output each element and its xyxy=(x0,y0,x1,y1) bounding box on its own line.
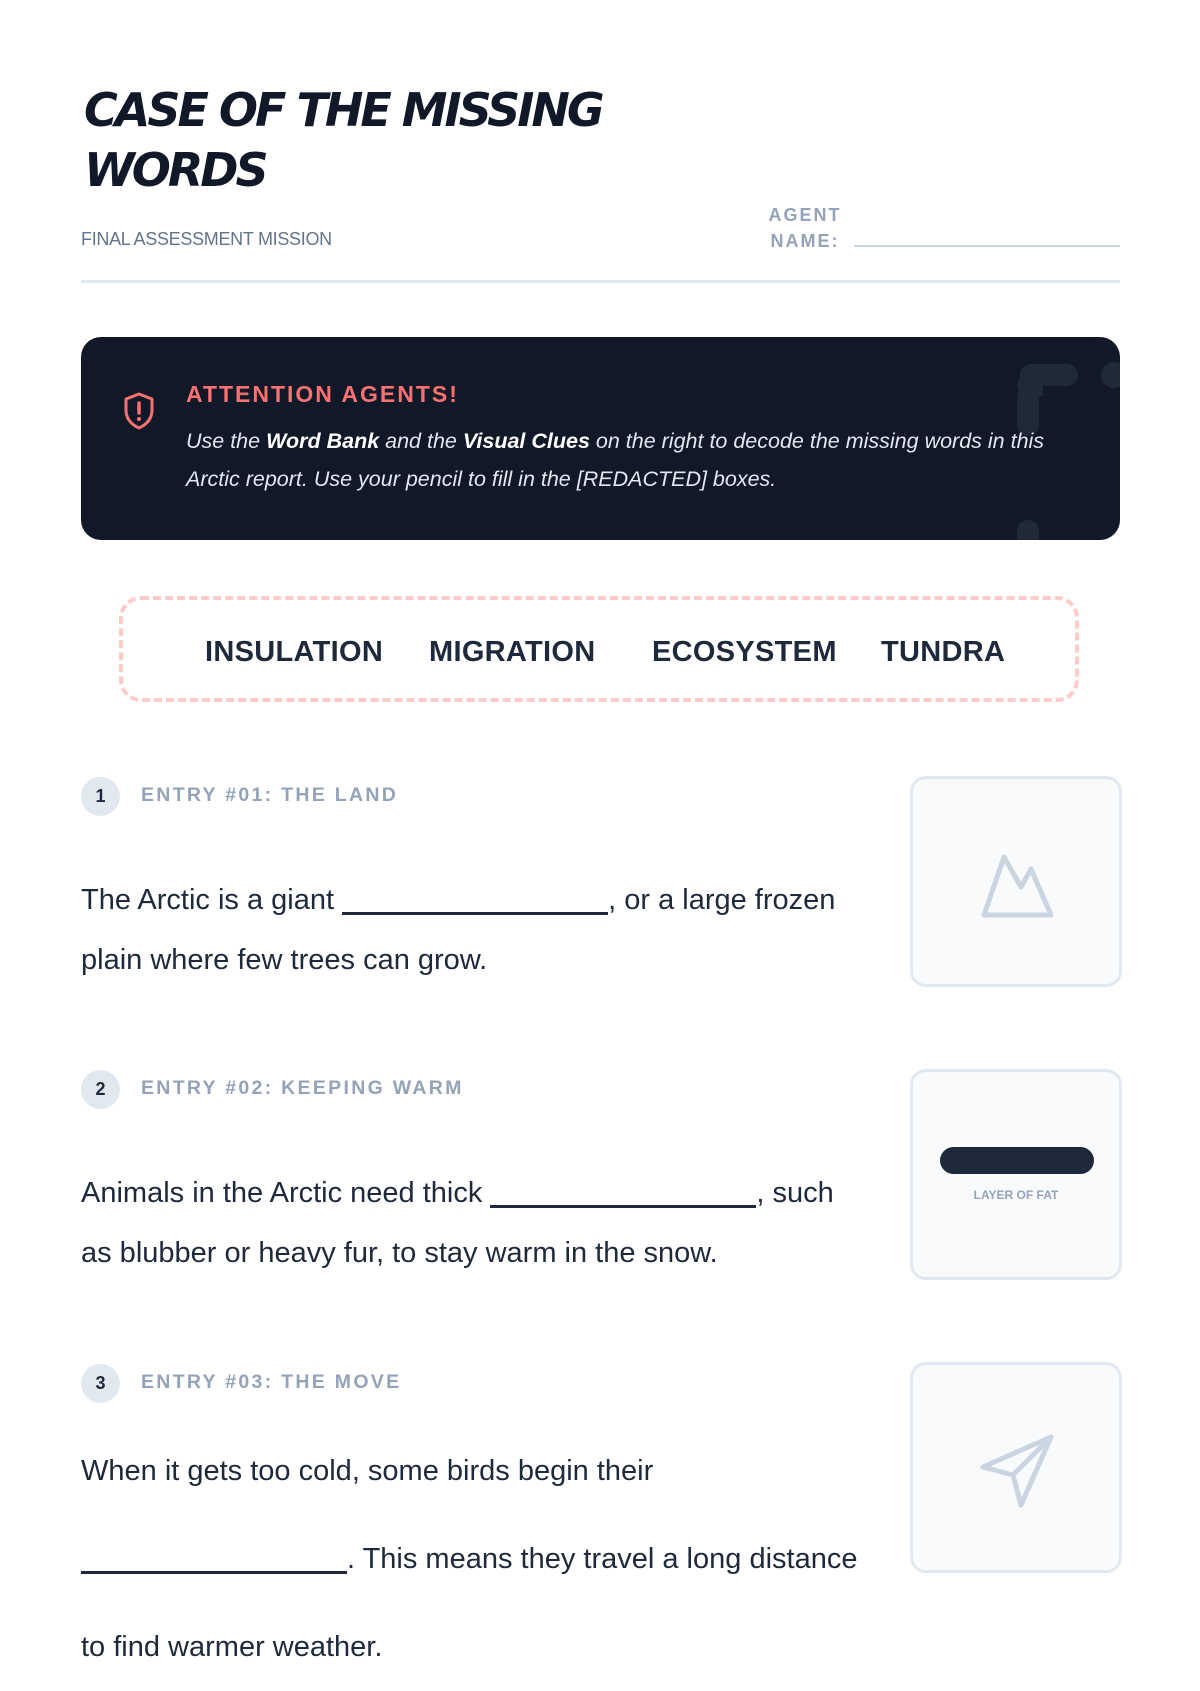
attention-alert xyxy=(81,337,1120,540)
entry-text xyxy=(81,870,871,990)
word-bank xyxy=(119,596,1079,702)
entry-number-badge: 1 xyxy=(81,777,120,816)
entry-number-badge: 3 xyxy=(81,1364,120,1403)
redacted-blank[interactable] xyxy=(81,1537,347,1574)
page-title: CASE OF THE MISSING WORDS xyxy=(84,83,602,197)
mission-subtitle: FINAL ASSESSMENT MISSION xyxy=(81,229,332,249)
alert-text-part: Use the xyxy=(186,429,267,453)
visual-clue-box xyxy=(910,1362,1122,1573)
alert-text-part: and the xyxy=(379,429,463,453)
shield-alert-icon xyxy=(123,392,155,430)
entry-number-badge: 2 xyxy=(81,1070,120,1109)
send-arrow-icon xyxy=(977,1431,1057,1511)
clue-label: LAYER OF FAT xyxy=(973,1188,1059,1202)
entry-text-after: . This means they travel a long distance to find warmer weather. xyxy=(81,1543,858,1663)
redacted-blank[interactable] xyxy=(342,878,608,915)
word-bank-word: INSULATION xyxy=(205,636,384,668)
agent-name-label: AGENT NAME: xyxy=(768,205,842,251)
word-bank-word: TUNDRA xyxy=(881,636,1006,668)
visual-clue-box xyxy=(910,1069,1122,1280)
entry-text xyxy=(81,1163,871,1283)
alert-instructions xyxy=(186,422,1066,498)
entry-text-after: , or a large frozen plain where few trees can grow. xyxy=(81,884,836,976)
alert-text-part: on the right to decode the missing words in this Arctic report. Use your pencil to fill in the [REDACTED] boxes. xyxy=(186,429,1045,491)
redacted-blank[interactable] xyxy=(490,1171,756,1208)
entry-label: ENTRY #01: THE LAND xyxy=(141,784,399,806)
entry-text xyxy=(81,1427,871,1691)
visual-clues-term: Visual Clues xyxy=(462,429,590,453)
entry-label: ENTRY #02: KEEPING WARM xyxy=(141,1077,464,1099)
entry-text-after: , such as blubber or heavy fur, to stay warm in the snow. xyxy=(81,1177,834,1269)
agent-name-field[interactable] xyxy=(854,245,1120,247)
mountain-icon xyxy=(979,849,1057,921)
entry-text-before: Animals in the Arctic need thick xyxy=(81,1177,491,1209)
entry-text-before: The Arctic is a giant xyxy=(81,884,343,916)
alert-title: ATTENTION AGENTS! xyxy=(186,381,459,407)
word-bank-word: MIGRATION xyxy=(429,636,596,668)
fat-layer-icon xyxy=(940,1147,1094,1174)
visual-clue-box xyxy=(910,776,1122,987)
word-bank-term: Word Bank xyxy=(266,429,380,453)
entry-text-before: When it gets too cold, some birds begin their xyxy=(81,1455,654,1487)
header-divider xyxy=(81,280,1120,283)
entry-label: ENTRY #03: THE MOVE xyxy=(141,1371,402,1393)
word-bank-word: ECOSYSTEM xyxy=(652,636,837,668)
